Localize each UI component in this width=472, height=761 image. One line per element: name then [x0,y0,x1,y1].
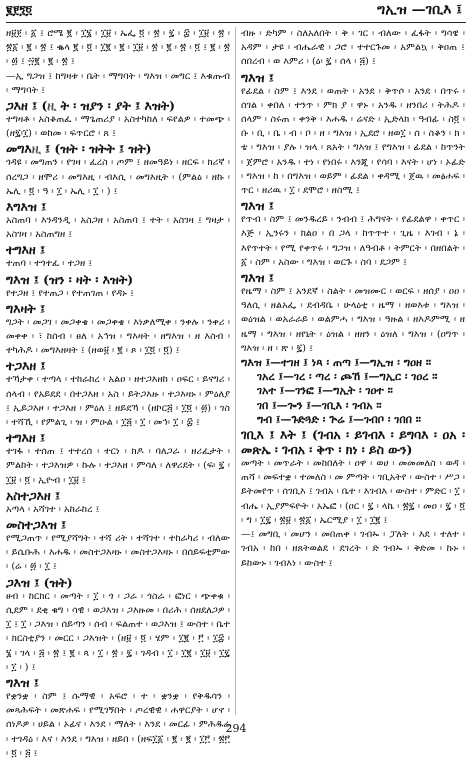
entry-text: የሚጋጠጥ ፡ የሚያሻግት ፡ ተሻ ሪት ፡ ተሻገተ ፡ ተከራካሪ ፡ ብለው ፡ ይሴቡሕ ፡ እሐዱ ፡ መስተጋእዛኑ ፡ መስተጋእዛኑ ፡ በሰይፍቲምው ፡ (ሬ ፡ ፴ ፡ ፲ ፤ [6,533,230,573]
header-page-number-ethiopic: ፪፻፺፬ [6,3,33,17]
entry-text: አስጠባ ፡ እንዳንዲ ፡ አስጋዘ ፡ አስጠባ ፤ ተት ፡ አስገዛ ፤ ግዛታ ፡ አስገዛ ፡ አስጠግዘ ፤ [6,215,230,241]
entry-text: ተገፋ ፡ ተሰጠ ፤ ተተረሰ ፡ ተርነ ፡ ክዶ ፡ ባለጋራ ፡ ዘሪፈታት ፡ ምልከት ፡ ተጋእዝዎ ፡ ኩሉ ፡ ተጋእዘ ፡ ምሳለ ፡ ለዋሪደት ፡ (ፍ፡ ፯ ፡ ፲፱ ፡ ፬ ፡ ኢዮብ ፡ ፲፱ ፤ [6,446,230,486]
entry-text: የፊደል ፡ ስም ፤ እንደ ፡ ወጠት ፡ አንደ ፡ ቅጥሶ ፡ አንደ ፡ በጥሩ ፡ ሰገል ፡ ቀበለ ፡ ተንጥ ፡ ምክ ያ ፡ ዋኑ ፡ አንዱ ፡ ዘንበሪ ፡ ትሕዶ ፡ ሰላም ፡ ስሩጠ ፡ ቀንቅ ፡ እሐዱ ፡ ሬናድ ፡ ኢድላክ ፡ ዓብፊ ፡ ስ፬ ፡ ቡ ፡ ቢ ፡ ቤ ፡ ብ ፡ ቦ ፡ ዘ ፡ ግእዝ ፡ ኢደሮ ፡ ዘወ፲ ፡ ሰ ፡ ስቆን ፡ ክ ፡ ቴ ፡ ግእዝ ፡ ያሉ ፡ ዝላ ፡ ጸአት ፡ ግእዝ ፤ የግእዝ ፡ ፊደል ፡ ከጥንት ፡ ጀምሮ ፡ አንዱ ፡ ተነ ፡ የነበሩ ፡ እንጂ ፡ የሳባ ፡ እናት ፡ ሆነ ፡ ኦፊድ ፡ ግእዝ ፡ ከ ፡ በግእዝ ፡ ወይም ፡ ፊደል ፡ ቀዳሚ ፡ ጀዉ ፡ መፅሐፍ ፡ ጥር ፡ ዘሪዉ ፡ ፲ ፡ ደሞሮ ፡ ዘስሚ ፤ [241,85,465,197]
header-rule [6,22,466,23]
page-header [6,2,466,22]
cross-reference: ገአተ ፤—ገንፎ ፤—ግኢት ፡ ገዐተ ። [257,384,393,398]
entry-text: የቋንቋ ፡ ስም ፤ ሱማዊ ፡ አፍሮ ፡ ተ ፡ ቋንቋ ፡ የቅዱሳን ፡ መጻሕፍት ፡ መጽሐፍ ፡ የሚገኝበት ፡ ጦረዊዊ ፡ ሐዋርያት ፡ ሆኖ ፡ ሰነዶዎ ፡ ሀይል ፡ ኦፊና ፡ እንደ ፡ ማለት ፡ እንደ ፡ መርፊ ፡ ምሕዱሬ ፡ ተገዳዕ ፡ እና ፡ እንደ ፡ ግእዝ ፡ ዘይበ ፡ (ዘፍ፲፩ ፡ ፪ ፡ ፪ ፡ ፲፫ ፡ ፳፫ ፡ ፬ ፡ ፭ ፤ [6,690,230,759]
entry-text: አጣላ ፡ አሻገተ ፡ አከራከረ ፤ [6,503,100,515]
entry-headword: ተግእዘ ፤ [6,430,46,446]
entry-text: ዘ፱፻ ፡ ፩ ፤ ሮሜ ፪ ፡ ፲፮ ፡ ፲፱ ፡ ኤፌ ፬ ፡ ፳ ፡ ፯ ፡ ፰ ፡ ፲፱ ፡ ፳ ፡ ፳፩ ፡ ፪ ፡ ፳ ፤ ቈላ ፪ ፡ ፬ ፡ ፲፪ ፡ ፪ ፡ ፲፱ ፡ ፳ ፡ ፪ ፡ ፳ ፡ ፬ ፤ ፪ ፡ ፳ ፡ ፴ ፤ ፵፪ ፡ ፪ ፡ ፳ ፤ [6,28,230,68]
entry-headword: ግእዝ ፤ (ዝን ፡ ዛት ፡ እዝት) [6,271,134,287]
entry-text: ብዙ ፡ ድካም ፡ ስለአለበት ፡ ቅ ፡ ገር ፡ ብለው ፡ ፈፋት ፡ ግሳዌ ፡ አዳም ፡ ታዩ ፡ ብሔራዊ ፡ ጋሮ ፡ ተተርጉመ ፡ አምልኳ ፡ ቅዐጠ ፤ ሰበረብ ፡ ወ እምሪ ፡ (ዕ፡ ፯ ፡ ሰላ ፡ ፭) ፤ [241,28,465,68]
left-column [6,27,230,759]
entry-text: ተጠባ ፡ ተጎተፈ ፡ ተጋዘ ፤ [6,258,93,270]
entry-text: —፤ መግቢ ፡ መሆን ፡ መበጠቀ ፡ ገብኡ ፡ ፓለት ፡ እደ ፡ ተለተ ፡ ገብአ ፡ ከበ ፡ ዘጸትወልደ ፡ ደገረት ፡ ድ ገብኡ ፡ ቅድመ ፡ ኩኑ ፡ ይከውኑ ፡ ገብእነ ፡ ውስተ ፤ [241,529,465,569]
entry-text: የተጋዘ ፤ የተጠጋ ፡ የተጠገጠ ፡ የዳኑ ፤ [6,287,134,299]
entry-headword: ገቢእ ፤ እት ፤ (ገብአ ፡ ይገብእ ፡ ይግባእ ፡ ዐአ ፡ መጽኤ ፡ ገብአ ፡ ቅጥ ፡ ክነ ፡ ይስ ውን) [241,427,465,458]
entry-headword: ተጋእዘ ፤ [6,358,46,374]
entry-text: ተኻታቀ ፡ ተጣላ ፡ ተከራከረ ፡ አልዐ ፡ ዘተጋእዘከ ፡ ዐፍር ፡ ይናግሪ ፡ ሰላብ ፡ የአይደደ ፡ በተጋእዘ ፡ አስ ፡ ይትጋእዙ ፡ ተጋእዛኑ ፡ ምዕለያ ፤ ኢይጋእዞ ፡ ተጋእዘ ፡ ምዕለ ፤ ዘይደኻ ፡ (ዘኮር፭ ፡ ፲፬ ፡ ፴) ፡ ገስ ፡ ተሻኺ ፡ የምልጊ ፡ ዝ ፡ ምዑል ፡ ፲፭ ፡ ፲ ፡ መኅ፡ ፲ ፡ ፰ ፤ [6,374,230,429]
entry-headword: ግእዝ ፤ [241,69,274,85]
entry-headword: ጋእዘ ፤ (ዚ ት ፡ ዝያን ፡ ያት ፤ እዝት) [6,98,175,114]
entry-text: ግጋት ፡ መጋገ ፡ መጋቀቄ ፡ መጋቀቄ ፡ እነቃለሚቀ ፡ ንቀሉ ፡ ንቀሪ ፡ መቀቀ ፡ ፣ ከሰብ ፡ ፀለ ፡ አኅዝ ፡ ግእዛት ፡ ዘግእዝ ፡ ዘ እስብ ፡ ተካሕዶ ፡ መግእዘዛት ፤ (ዘወ፱ ፡ ፪ ፡ ጾ ፡ ፲፬ ፡ ፬) ፤ [6,316,230,357]
entry-headword: እግእዝ ፤ [6,199,47,215]
entry-text: መጣት ፡ መጥራት ፡ መከበለት ፡ ዐዋ ፡ ወሀ ፡ መመመለስ ፡ ወዳ ፡ ጠሻ ፡ መፍተቋ ፡ ተመለስ ፡ መ ምጣት ፡ ገቢአትየ ፡ ውስተ ፡ ሥጋ ፡ ይትመየጥ ፡ ሰገቢእ ፤ ገብአ ፡ ቤተ ፡ እገብእ ፡ ውስተ ፡ ምድር ፡ ፲ ፡ ብሔ ፡ ኢያምፍዮት ፡ አኤፎ ፡ (ዐር ፡ ፯ ፡ ላኬ ፡ ፳፯ ፡ መዐ ፡ ፯ ፡ ፬ ፡ ግ ፡ ፲፯ ፡ ፳፱ ፡ ፳፩ ፡ ኤርሚያ ፡ ፲ ፡ ፲፪ ፤ [241,458,465,526]
entry-headword: ግእዝ ፤ [6,674,39,690]
entry-text: ፀብ ፡ ከርክር ፡ መጣት ፡ ፲ ፡ ጎ ፡ ጋራ ፡ ጎስራ ፡ ፎነር ፡ ጭቀቁ ፡ ሲደም ፡ ደቂ ቁግ ፡ ሳዊ ፡ ወጋእዝ ፡ ጋእዙመ ፡ በሪሕ ፡ ሰዘደለጋዎ ፡ ፲ ፤ ፲ ፡ ጋእዝ ፡ ሰይጣን ፡ ሰብ ፡ ፍልጠተ ፡ ወጋእዝ ፤ ውስተ ፡ ቤተ ፡ ክርስቲያን ፡ መርር ፡ ጋእዝት ፡ (ዘ፱ ፡ ፬ ፡ ሄም ፡ ፲፪ ፡ ፫ ፡ ፲፰ ፡ ፮ ፡ ገላ ፡ ፭ ፡ ፳ ፤ ፪ ፡ ጳ ፡ ፲ ፡ ፳ ፡ ፯ ፡ ገዳብ ፡ ፲ ፡ ፲፪ ፡ ፲፱ ፡ ፲፯ ፡ ፲ ፡ ) ፤ [6,590,230,673]
entry-text: ጎዳዩ ፡ መግጠን ፡ የገዛ ፡ ፈረስ ፡ ጦም ፤ ዘመዓይነ ፡ ዘርፍ ፡ ክሪኛ ፡ ሰረግጋ ፡ ዘሞሪ ፡ መግእዚ ፡ ብእሲ ፡ መግእዚት ፡ (ምልዕ ፡ ዘኩ ፡ ኤሊ ፡ ፬ ፡ ዓ ፡ ፲ ፡ ኤሊ ፡ ፲ ፡ ) ፤ [6,157,230,197]
page-number: 294 [225,722,247,735]
entry-headword: ተግእዘ ፤ [6,242,46,258]
cross-reference: ግብ ፤—ጉድጓድ ፡ ጕሬ ፤—ገብቦ ፡ ገበበ ። [257,412,421,426]
entry-text: —ኢ ግጋዝ ፤ ከግዛቱ ፡ ቤት ፡ ማግባት ፡ ግእዝ ፡ መግር ፤ እቁጡብ ፡ ማግባት ፤ [6,70,230,96]
header-guide-words: ግኢዝ —ገቢእ ፤ [377,2,462,18]
cross-reference: ገበ ፤—ጐን ፤—ገቢእ ፡ ገብአ ። [257,398,382,412]
entry-text: የዜማ ፡ ስም ፤ አንደኛ ፡ ስልት ፡ መዝሙር ፡ ወርፍ ፡ ዘሰያ ፡ ዐዐ ፡ ዓለሲ ፡ ዘልአፌ ፡ ደብዳቤ ፡ ሁላዕቲ ፡ ዜማ ፡ ዘወእቱ ፡ ግእዝ ፡ ወዕዝል ፡ ወአራራይ ፡ ወልምሓ ፡ ግእዝ ፡ ዓዙል ፡ ዘእዶምሚ ፡ ዘ ዜማ ፡ ግእዝ ፡ ዘየኒት ፡ ዕዝል ፡ ዘዘን ፡ ዕዝለ ፡ ግእዝ ፡ (ዐግጥ ፡ ግእዝ ፡ ዘ ፡ ጽ ፡ ፯) ፤ [241,286,465,354]
entry-headword: መስተጋእዝ ፤ [6,517,67,533]
entry-text: የጥብ ፡ ስም ፤ መንዱረይ ፡ ንብብ ፤ ሕግናት ፡ የፊደልዋ ፡ ቀጥር ፡ እጅ ፡ ኢንሩን ፡ ክልዐ ፡ በ ጋላ ፡ ከጥጥተ ፡ ጊዜ ፡ እገብ ፡ ኔ ፡ እየጥተት ፡ የሚ የቀጥሩ ፡ ግጋዝ ፡ ለዓብቶ ፡ ትምርት ፡ በዘበልት ፡ ፩ ፡ ስም ፡ አስው ፡ ግእዝ ፡ ወርጉ ፡ ስባ ፡ ደጋም ፤ [241,214,465,268]
entry-headword: መግእዚ ፤ (ዝት ፡ ዝትት ፤ ዝት) [6,141,152,157]
cross-reference: ገአረ ፤—ገረ ፡ ጣረ ፡ ጮኸ ፤—ግኢር ፡ ገዐረ ። [257,370,438,384]
cross-reference: ግእዝ ፤—ተገዘ ፤ ነጻ ፡ ጠጣ ፤—ግኢዝ ፡ ግዐዘ ። [241,356,431,370]
entry-headword: ግእዝ ፤ [241,270,274,286]
right-column [241,27,465,715]
entry-headword: አስተጋእዘ ፤ [6,487,61,503]
entry-text: ተግዛቶ ፡ አስቆጠፈ ፡ ማጌጠሪያ ፡ አስተካከለ ፡ ፍየልዎ ፡ ተመጭ ፡ (ዘ፯፡፲) ፡ ወከመ ፡ ፍጥርሮ ፡ ጸ ፤ [6,114,230,140]
entry-headword: ግእዛት ፤ [6,300,46,316]
entry-headword: ግእዝ ፤ [241,198,274,214]
entry-headword: ጋእዝ ፤ (ዝት) [6,574,73,590]
column-divider [235,27,236,715]
